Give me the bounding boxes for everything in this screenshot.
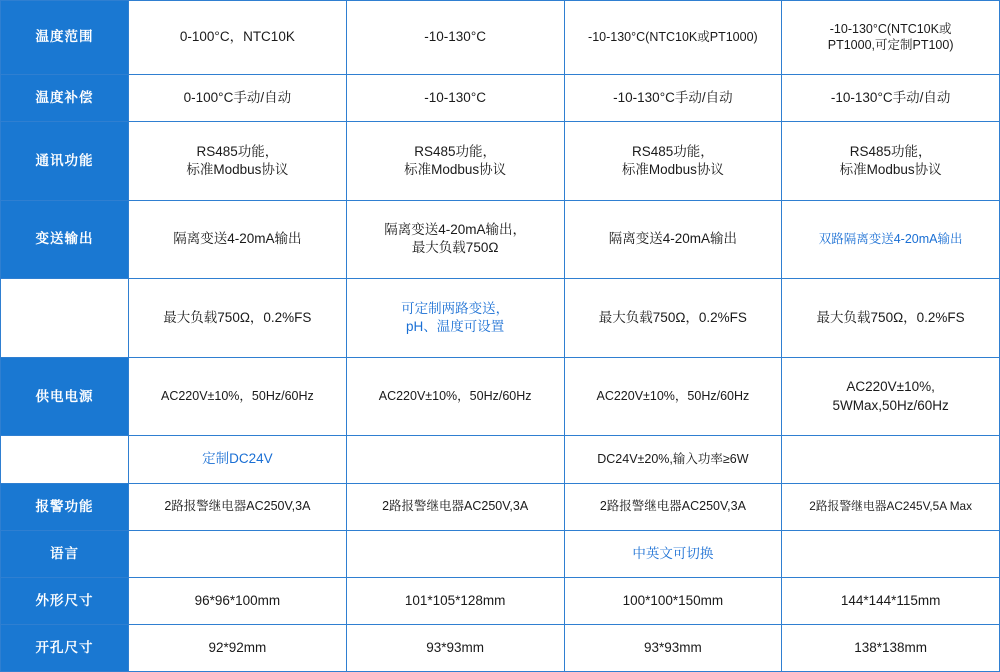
- cell-line: -10-130°C(NTC10K或: [829, 21, 952, 36]
- table-cell: [346, 200, 564, 279]
- table-cell: [564, 530, 782, 577]
- cell-line: 2路报警继电器AC250V,3A: [382, 499, 529, 514]
- table-cell: [346, 74, 564, 121]
- cell-line: DC24V±20%,输入功率≥6W: [597, 452, 749, 467]
- row-header-label: 报警功能: [1, 483, 129, 530]
- table-cell: [564, 624, 782, 671]
- table-row: [1, 122, 1000, 201]
- cell-line: 101*105*128mm: [404, 592, 506, 608]
- table-cell: [346, 483, 564, 530]
- cell-line: 标准Modbus协议: [186, 161, 289, 177]
- row-header-label: 变送输出: [1, 200, 129, 279]
- cell-line: 标准Modbus协议: [839, 161, 942, 177]
- cell-line: RS485功能，: [631, 143, 714, 159]
- table-cell: [346, 1, 564, 75]
- cell-line: 5WMax,50Hz/60Hz: [832, 397, 949, 413]
- row-header-label: 外形尺寸: [1, 577, 129, 624]
- cell-line: 2路报警继电器AC245V,5A Max: [809, 498, 973, 513]
- cell-line: RS485功能，: [414, 143, 497, 159]
- table-cell: [346, 624, 564, 671]
- table-cell: [782, 74, 1000, 121]
- table-cell: [346, 530, 564, 577]
- cell-line: 隔离变送4-20mA输出: [608, 231, 738, 247]
- cell-line: 144*144*115mm: [840, 592, 941, 608]
- table-row: [1, 74, 1000, 121]
- table-cell: [782, 624, 1000, 671]
- cell-line: 定制DC24V: [202, 451, 273, 467]
- table-cell: [782, 530, 1000, 577]
- cell-line: AC220V±10%,: [846, 379, 935, 395]
- table-row: [1, 577, 1000, 624]
- cell-line: -10-130°C手动/自动: [830, 89, 951, 105]
- cell-line: 中英文可切换: [632, 545, 714, 561]
- cell-line: 最大负载750Ω，0.2%FS: [598, 309, 747, 325]
- table-cell: [782, 436, 1000, 483]
- table-cell: [782, 483, 1000, 530]
- row-header-label: 通讯功能: [1, 122, 129, 201]
- cell-line: RS485功能，: [849, 143, 932, 159]
- cell-line: -10-130°C(NTC10K或PT1000): [588, 30, 758, 45]
- table-cell: [564, 357, 782, 436]
- cell-line: 可定制两路变送，: [401, 300, 510, 316]
- table-cell: [129, 530, 347, 577]
- table-row: [1, 483, 1000, 530]
- table-row: [1, 279, 1000, 358]
- cell-line: -10-130°C手动/自动: [613, 89, 733, 105]
- cell-line: AC220V±10%，50Hz/60Hz: [160, 389, 314, 404]
- table-cell: [564, 577, 782, 624]
- table-cell: [129, 357, 347, 436]
- table-cell: [782, 279, 1000, 358]
- table-cell: [129, 483, 347, 530]
- cell-line: 100*100*150mm: [622, 592, 724, 608]
- table-row: [1, 436, 1000, 483]
- cell-line: pH、温度可设置: [405, 319, 505, 335]
- row-header-label: 温度范围: [1, 1, 129, 75]
- table-cell: [564, 122, 782, 201]
- row-header-label: 开孔尺寸: [1, 624, 129, 671]
- cell-line: 双路隔离变送4-20mA输出: [818, 232, 963, 247]
- table-cell: [346, 436, 564, 483]
- table-cell: [129, 624, 347, 671]
- table-cell: [782, 357, 1000, 436]
- cell-line: 2路报警继电器AC250V,3A: [164, 499, 311, 514]
- cell-line: 隔离变送4-20mA输出: [173, 231, 302, 247]
- table-row: [1, 200, 1000, 279]
- table-cell: [129, 436, 347, 483]
- row-header-label: 语言: [1, 530, 129, 577]
- cell-line: 0-100°C手动/自动: [183, 89, 292, 105]
- table-cell: [564, 200, 782, 279]
- table-row: [1, 530, 1000, 577]
- table-cell: [346, 122, 564, 201]
- row-header-label: 供电电源: [1, 357, 129, 436]
- table-cell: [129, 74, 347, 121]
- table-cell: [346, 279, 564, 358]
- table-cell: [564, 279, 782, 358]
- table-cell: [129, 279, 347, 358]
- table-cell: [564, 483, 782, 530]
- table-cell: [346, 577, 564, 624]
- cell-line: 93*93mm: [426, 639, 485, 655]
- row-header-label: 温度补偿: [1, 74, 129, 121]
- table-cell: [129, 122, 347, 201]
- cell-line: 93*93mm: [643, 639, 702, 655]
- cell-line: -10-130°C: [424, 89, 486, 105]
- table-cell: [564, 436, 782, 483]
- table-row: [1, 624, 1000, 671]
- table-cell: [564, 74, 782, 121]
- cell-line: -10-130°C: [424, 29, 486, 45]
- table-cell: [129, 200, 347, 279]
- cell-line: AC220V±10%，50Hz/60Hz: [596, 389, 750, 404]
- table-cell: [782, 200, 1000, 279]
- cell-line: 隔离变送4-20mA输出，: [384, 222, 527, 238]
- row-header-empty: [1, 436, 129, 483]
- cell-line: 最大负载750Ω: [411, 240, 499, 256]
- cell-line: PT1000,可定制PT100): [827, 38, 954, 53]
- row-header-empty: [1, 279, 129, 358]
- table-cell: [129, 1, 347, 75]
- cell-line: 0-100°C，NTC10K: [179, 29, 295, 45]
- cell-line: RS485功能，: [196, 143, 279, 159]
- table-cell: [782, 122, 1000, 201]
- cell-line: 138*138mm: [854, 639, 928, 655]
- cell-line: 2路报警继电器AC250V,3A: [599, 499, 746, 514]
- cell-line: 96*96*100mm: [194, 592, 281, 608]
- table-cell: [129, 577, 347, 624]
- table-row: [1, 1, 1000, 75]
- table-row: [1, 357, 1000, 436]
- table-cell: [782, 1, 1000, 75]
- cell-line: 最大负载750Ω，0.2%FS: [163, 309, 312, 325]
- cell-line: 标准Modbus协议: [404, 161, 507, 177]
- cell-line: AC220V±10%，50Hz/60Hz: [378, 389, 532, 404]
- table-body: [1, 1, 1000, 672]
- table-cell: [564, 1, 782, 75]
- cell-line: 标准Modbus协议: [621, 161, 724, 177]
- table-cell: [782, 577, 1000, 624]
- cell-line: 最大负载750Ω，0.2%FS: [816, 309, 965, 325]
- table-cell: [346, 357, 564, 436]
- cell-line: 92*92mm: [208, 639, 267, 655]
